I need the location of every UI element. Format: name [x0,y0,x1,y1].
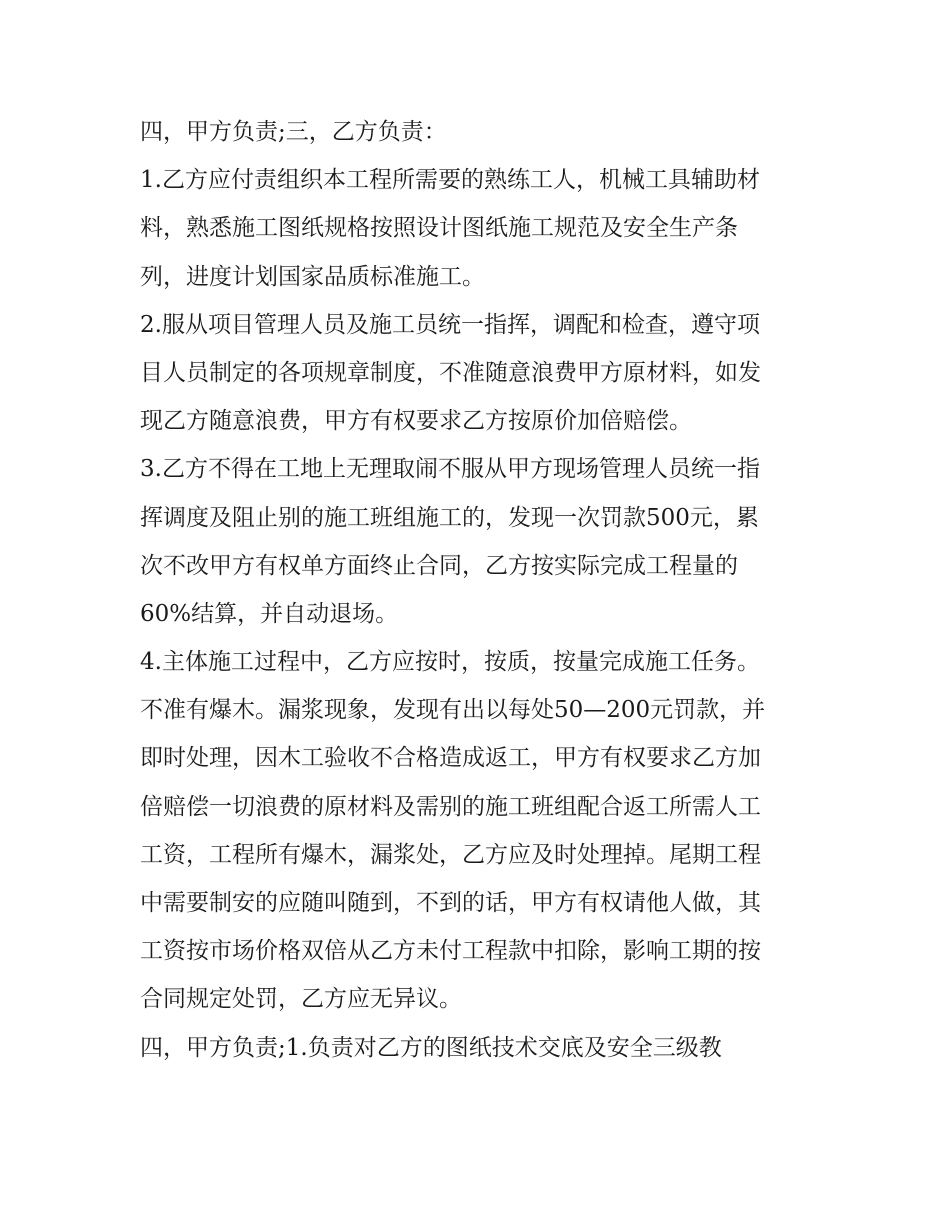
text-line: 即时处理，因木工验收不合格造成返工，甲方有权要求乙方加 [140,745,761,772]
text-line: 列，进度计划国家品质标准施工。 [140,263,485,290]
text-line: 工资，工程所有爆木，漏浆处，乙方应及时处理掉。尾期工程 [140,841,761,868]
text-line: 四，甲方负责;1.负责对乙方的图纸技术交底及安全三级教 [140,1034,722,1061]
text-line: 目人员制定的各项规章制度，不准随意浪费甲方原材料，如发 [140,359,761,386]
document-body [140,108,820,1072]
text-line: 2.服从项目管理人员及施工员统一指挥，调配和检查，遵守项 [140,311,760,338]
text-line: 不准有爆木。漏浆现象，发现有出以每处50—200元罚款，并 [140,697,766,724]
text-line: 中需要制安的应随叫随到，不到的话，甲方有权请他人做，其 [140,890,761,916]
text-line: 挥调度及阻止别的施工班组施工的，发现一次罚款500元，累 [140,504,759,531]
text-line: 倍赔偿一切浪费的原材料及需别的施工班组配合返工所需人工 [140,793,761,820]
text-line: 3.乙方不得在工地上无理取闹不服从甲方现场管理人员统一指 [140,456,760,483]
text-line: 四，甲方负责;三，乙方负责： [140,119,447,145]
text-line: 1.乙方应付责组织本工程所需要的熟练工人，机械工具辅助材 [140,167,760,194]
text-line: 料，熟悉施工图纸规格按照设计图纸施工规范及安全生产条 [140,215,738,242]
text-line: 60%结算，并自动退场。 [140,600,399,627]
text-line: 工资按市场价格双倍从乙方未付工程款中扣除，影响工期的按 [140,938,761,965]
text-line: 次不改甲方有权单方面终止合同，乙方按实际完成工程量的 [140,552,738,579]
text-line: 现乙方随意浪费，甲方有权要求乙方按原价加倍赔偿。 [140,408,692,435]
text-line: 合同规定处罚，乙方应无异议。 [140,986,462,1013]
text-line: 4.主体施工过程中，乙方应按时，按质，按量完成施工任务。 [140,649,760,676]
